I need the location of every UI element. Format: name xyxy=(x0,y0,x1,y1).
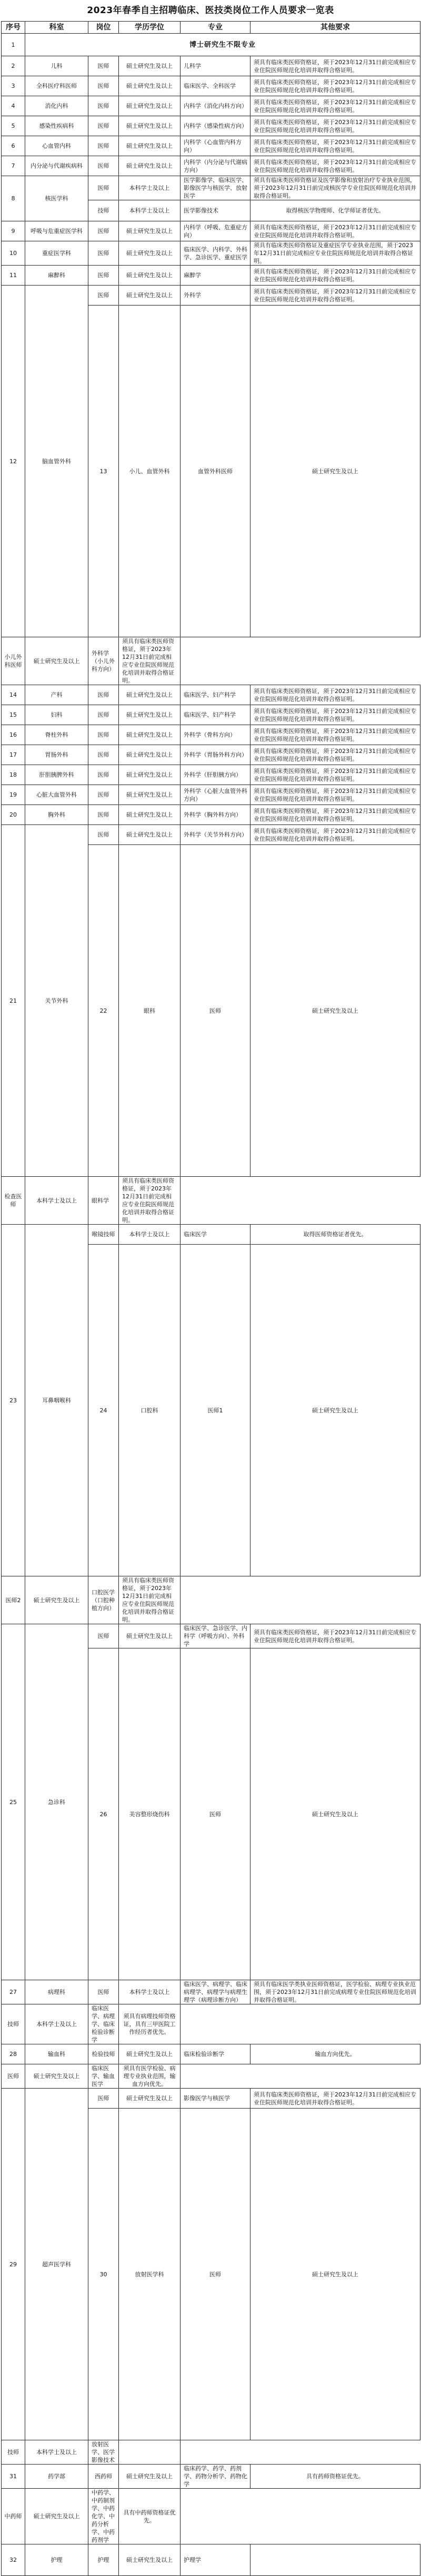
department-cell: 重症医学科 xyxy=(25,241,88,266)
table-row xyxy=(2,156,420,176)
requirement-cell: 须具有医学检验、病理专业执业范围，输血方向优先。 xyxy=(119,2064,181,2089)
major-cell: 放射医学、医学影像技术 xyxy=(88,2440,119,2465)
department-cell: 心血管内科 xyxy=(25,136,88,156)
education-cell: 硕士研究生及以上 xyxy=(250,306,420,637)
major-cell: 医学影像技术 xyxy=(181,200,250,221)
department-cell: 急诊科 xyxy=(25,1624,88,1980)
table-row xyxy=(2,286,420,306)
requirement-cell: 须具有临床类医师资格证及医学影像和放射治疗专业执业范围，须于2023年12月31日前完成核医学专业住院医师规范化培训并取得合格证明。 xyxy=(250,176,420,200)
major-cell: 外科学（肝胆胰方向） xyxy=(181,765,250,785)
requirements-table xyxy=(1,21,420,2576)
position-cell: 医师 xyxy=(88,805,119,825)
education-cell: 硕士研究生及以上 xyxy=(119,241,181,266)
major-cell: 临床医学、急诊医学、内科学（呼吸方向）、外科学 xyxy=(181,1624,250,1648)
education-cell: 硕士研究生及以上 xyxy=(119,116,181,136)
education-cell: 硕士研究生及以上 xyxy=(119,76,181,96)
education-cell: 硕士研究生及以上 xyxy=(119,685,181,705)
education-cell: 硕士研究生及以上 xyxy=(119,266,181,286)
table-row xyxy=(2,241,420,266)
education-cell: 硕士研究生及以上 xyxy=(119,785,181,805)
position-cell: 医师 xyxy=(181,1648,250,1980)
major-cell: 外科学（胃肠外科方向） xyxy=(181,745,250,765)
major-cell: 临床医学、内科学、外科学、急诊医学、重症医学 xyxy=(181,241,250,266)
row-number-cell: 28 xyxy=(2,2044,25,2064)
department-cell: 产科 xyxy=(25,685,88,705)
department-cell: 感染性疾病科 xyxy=(25,116,88,136)
position-cell: 喉镜技师 xyxy=(88,1225,119,1245)
table-row xyxy=(2,2489,420,2544)
department-cell: 胸外科 xyxy=(25,805,88,825)
position-cell: 检查医师 xyxy=(2,1177,25,1225)
table-header-row xyxy=(2,22,420,34)
header-cell: 专业 xyxy=(181,22,250,34)
major-cell: 外科学（小儿外科方向） xyxy=(88,637,119,685)
table-row xyxy=(2,266,420,286)
education-cell: 本科学士及以上 xyxy=(119,200,181,221)
major-cell: 内科学（呼吸、危重症方向） xyxy=(181,221,250,241)
row-number-cell: 31 xyxy=(2,2465,25,2489)
major-cell: 外科学（关节外科方向） xyxy=(181,825,250,845)
education-cell: 本科学士及以上 xyxy=(119,176,181,200)
education-cell: 硕士研究生及以上 xyxy=(250,2109,420,2440)
department-cell: 核医学科 xyxy=(25,176,88,221)
row-number-cell: 3 xyxy=(2,76,25,96)
education-cell: 本科学士及以上 xyxy=(119,1980,181,2004)
position-cell: 检验技师 xyxy=(88,2044,119,2064)
education-cell: 硕士研究生及以上 xyxy=(119,286,181,306)
table-row xyxy=(2,1177,420,1225)
department-cell: 消化内科 xyxy=(25,96,88,116)
table-row xyxy=(2,116,420,136)
major-cell: 中药学、中药制剂学、中药化学、中药分析学、中药药剂学 xyxy=(88,2489,119,2544)
table-row xyxy=(2,705,420,725)
requirement-cell: 须具有临床类医师资格证，须于2023年12月31日前完成相应专业住院医师规范化培训并取得合格证明。 xyxy=(250,765,420,785)
table-row xyxy=(2,1980,420,2004)
table-body xyxy=(2,34,420,2576)
department-cell: 脑血管外科 xyxy=(25,286,88,637)
major-cell: 内科学（感染性病方向） xyxy=(181,116,250,136)
major-cell: 内科学（心血管内科方向） xyxy=(181,136,250,156)
requirement-cell: 须具有临床类医师资格证，须于2023年12月31日前完成相应专业住院医师规范化培训并取得合格证明。 xyxy=(119,637,181,685)
table-row xyxy=(2,2440,420,2465)
major-cell: 内科学（内分泌与代谢病方向） xyxy=(181,156,250,176)
position-cell: 血管外科医师 xyxy=(181,306,250,637)
department-cell: 超声医学科 xyxy=(25,2089,88,2440)
header-cell: 学历学位 xyxy=(119,22,181,34)
table-row xyxy=(2,56,420,76)
requirement-cell: 须具有临床类医师资格证，须于2023年12月31日前完成相应专业住院医师规范化培训并取得合格证明。 xyxy=(250,76,420,96)
education-cell: 硕士研究生及以上 xyxy=(119,2544,181,2576)
row-number-cell: 19 xyxy=(2,785,25,805)
table-row xyxy=(2,1225,420,1245)
education-cell: 硕士研究生及以上 xyxy=(119,2044,181,2064)
requirement-cell: 须具有临床类医师资格证及重症医学专业执业范围，须于2023年12月31日前完成相应专业住院医师规范化培训并取得合格证明。 xyxy=(250,241,420,266)
major-cell: 外科学（胸外科方向） xyxy=(181,805,250,825)
position-cell: 护理 xyxy=(88,2544,119,2576)
row-number-cell: 29 xyxy=(2,2089,25,2440)
major-cell: 临床医学、全科医学 xyxy=(181,76,250,96)
major-cell: 临床医学 xyxy=(181,1225,250,1245)
major-cell: 临床医学、输血医学 xyxy=(88,2064,119,2089)
education-cell: 硕士研究生及以上 xyxy=(25,637,88,685)
table-row xyxy=(2,136,420,156)
education-cell: 硕士研究生及以上 xyxy=(119,56,181,76)
position-cell: 医师 xyxy=(88,56,119,76)
row-number-cell: 8 xyxy=(2,176,25,221)
department-cell: 妇科 xyxy=(25,705,88,725)
row-number-cell: 27 xyxy=(2,1980,25,2004)
requirement-cell: 须具有临床类医师资格证，须于2023年12月31日前完成相应专业住院医师规范化培训并取得合格证明。 xyxy=(250,221,420,241)
department-cell: 口腔科 xyxy=(119,1245,181,1576)
row-number-cell: 12 xyxy=(2,286,25,637)
row-number-cell: 30 xyxy=(88,2109,119,2440)
education-cell: 硕士研究生及以上 xyxy=(119,705,181,725)
education-cell: 硕士研究生及以上 xyxy=(119,765,181,785)
department-cell: 小儿、血管外科 xyxy=(119,306,181,637)
education-cell: 本科学士及以上 xyxy=(25,1177,88,1225)
department-cell: 耳鼻咽喉科 xyxy=(25,1225,88,1576)
major-cell: 临床医学、病理学、临床检验诊断学 xyxy=(88,2004,119,2044)
education-cell: 硕士研究生及以上 xyxy=(119,2089,181,2109)
row-number-cell: 24 xyxy=(88,1245,119,1576)
education-cell: 硕士研究生及以上 xyxy=(119,156,181,176)
education-cell: 本科学士及以上 xyxy=(25,2440,88,2465)
table-row xyxy=(2,2064,420,2089)
table-row xyxy=(2,745,420,765)
education-cell: 硕士研究生及以上 xyxy=(250,1245,420,1576)
position-cell: 医师 xyxy=(88,725,119,745)
position-cell: 医师 xyxy=(88,745,119,765)
position-cell: 医师 xyxy=(88,825,119,845)
position-cell: 医师 xyxy=(181,845,250,1177)
row-number-cell: 15 xyxy=(2,705,25,725)
row-number-cell: 18 xyxy=(2,765,25,785)
requirement-cell: 须具有临床类医师资格证，须于2023年12月31日前完成相应专业住院医师规范化培训并取得合格证明。 xyxy=(250,286,420,306)
requirement-cell: 输血方向优先。 xyxy=(250,2044,420,2064)
table-row xyxy=(2,805,420,825)
education-cell: 硕士研究生及以上 xyxy=(119,136,181,156)
major-cell: 外科学（骨科方向） xyxy=(181,725,250,745)
position-cell: 医师 xyxy=(88,221,119,241)
position-cell: 医师 xyxy=(88,76,119,96)
position-cell: 医师 xyxy=(88,241,119,266)
education-cell: 硕士研究生及以上 xyxy=(119,745,181,765)
department-cell: 关节外科 xyxy=(25,825,88,1177)
position-cell: 医师2 xyxy=(2,1576,25,1624)
header-cell: 科室 xyxy=(25,22,88,34)
department-cell: 脊柱外科 xyxy=(25,725,88,745)
table-row xyxy=(2,2044,420,2064)
requirement-cell: 须具有临床类医师资格证，须于2023年12月31日前完成相应专业住院医师规范化培训并取得合格证明。 xyxy=(250,785,420,805)
table-row xyxy=(2,825,420,845)
row-number-cell: 25 xyxy=(2,1624,25,1980)
position-cell: 技师 xyxy=(2,2004,25,2044)
major-cell: 口腔医学（口腔种植方向） xyxy=(88,1576,119,1624)
department-cell: 输血科 xyxy=(25,2044,88,2064)
row-number-cell: 20 xyxy=(2,805,25,825)
row-number-cell: 1 xyxy=(2,34,25,56)
major-cell: 外科学（心脏大血管外科方向） xyxy=(181,785,250,805)
requirement-cell: 须具有临床类医师资格证，须于2023年12月31日前完成相应专业住院医师规范化培训并取得合格证明。 xyxy=(250,805,420,825)
department-cell: 胃肠外科 xyxy=(25,745,88,765)
requirement-cell: 取得医师资格证者优先。 xyxy=(250,1225,420,1245)
row-number-cell: 9 xyxy=(2,221,25,241)
row-number-cell: 6 xyxy=(2,136,25,156)
row-number-cell: 5 xyxy=(2,116,25,136)
table-row xyxy=(2,1624,420,1648)
major-cell: 影像医学与核医学 xyxy=(181,2089,250,2109)
requirement-cell xyxy=(119,2440,181,2465)
table-row xyxy=(2,76,420,96)
requirement-cell: 须具有临床类医师资格证，须于2023年12月31日前完成相应专业住院医师规范化培训并取得合格证明。 xyxy=(250,96,420,116)
department-cell: 内分泌与代谢疾病科 xyxy=(25,156,88,176)
position-cell: 西药师 xyxy=(88,2465,119,2489)
major-cell: 临床检验诊断学 xyxy=(181,2044,250,2064)
requirement-cell xyxy=(250,2544,420,2576)
requirement-cell: 须具有临床类医师资格证，须于2023年12月31日前完成相应专业住院医师规范化培训并取得合格证明。 xyxy=(250,2089,420,2109)
education-cell: 硕士研究生及以上 xyxy=(119,725,181,745)
requirement-cell: 须具有临床类医师资格证，须于2023年12月31日前完成相应专业住院医师规范化培训并取得合格证明。 xyxy=(250,116,420,136)
row-number-cell: 2 xyxy=(2,56,25,76)
major-cell: 儿科学 xyxy=(181,56,250,76)
table-row xyxy=(2,2544,420,2576)
requirement-cell: 须具有临床类医师资格证，须于2023年12月31日前完成相应专业住院医师规范化培训并取得合格证明。 xyxy=(250,56,420,76)
requirement-cell: 须具有临床类医师资格证，须于2023年12月31日前完成相应专业住院医师规范化培训并取得合格证明。 xyxy=(250,705,420,725)
position-cell: 医师 xyxy=(88,685,119,705)
header-cell: 岗位 xyxy=(88,22,119,34)
phd-cell: 博士研究生不限专业 xyxy=(25,34,420,56)
major-cell: 外科学 xyxy=(181,286,250,306)
requirement-cell: 具有中药师资格证优先。 xyxy=(119,2489,181,2544)
requirement-cell: 须具有临床类医师资格证，须于2023年12月31日前完成相应专业住院医师规范化培训并取得合格证明。 xyxy=(250,745,420,765)
major-cell: 麻醉学 xyxy=(181,266,250,286)
education-cell: 硕士研究生及以上 xyxy=(250,1648,420,1980)
position-cell: 小儿外科医师 xyxy=(2,637,25,685)
position-cell: 医师1 xyxy=(181,1245,250,1576)
education-cell: 硕士研究生及以上 xyxy=(119,825,181,845)
table-row xyxy=(2,725,420,745)
row-number-cell: 23 xyxy=(2,1225,25,1576)
department-cell: 全科医疗科医师 xyxy=(25,76,88,96)
table-row xyxy=(2,637,420,685)
position-cell: 技师 xyxy=(2,2440,25,2465)
position-cell: 医师 xyxy=(88,286,119,306)
document-title: 2023年春季自主招聘临床、医技类岗位工作人员要求一览表 xyxy=(87,5,334,16)
table-row xyxy=(2,221,420,241)
department-cell: 放射医学科 xyxy=(119,2109,181,2440)
education-cell: 硕士研究生及以上 xyxy=(119,96,181,116)
table-row xyxy=(2,96,420,116)
position-cell: 医师 xyxy=(181,2109,250,2440)
position-cell: 医师 xyxy=(88,96,119,116)
education-cell: 硕士研究生及以上 xyxy=(25,2489,88,2544)
major-cell: 护理学 xyxy=(181,2544,250,2576)
row-number-cell: 14 xyxy=(2,685,25,705)
position-cell: 医师 xyxy=(88,266,119,286)
position-cell: 医师 xyxy=(88,765,119,785)
table-row xyxy=(2,2004,420,2044)
table-row xyxy=(2,2465,420,2489)
major-cell: 临床药学、药学、药剂学、药物分析学、药物化学 xyxy=(181,2465,250,2489)
department-cell: 病理科 xyxy=(25,1980,88,2004)
position-cell: 医师 xyxy=(88,176,119,200)
header-cell: 序号 xyxy=(2,22,25,34)
requirement-cell: 须具有临床类医师资格证，须于2023年12月31日前完成相应专业住院医师规范化培训并取得合格证明。 xyxy=(250,725,420,745)
requirement-cell: 须具有临床类医师资格证，须于2023年12月31日前完成相应专业住院医师规范化培训并取得合格证明。 xyxy=(250,825,420,845)
requirement-cell: 须具有临床类医师资格证，须于2023年12月31日前完成相应专业住院医师规范化培训并取得合格证明。 xyxy=(250,1624,420,1648)
table-row xyxy=(2,685,420,705)
major-cell: 眼科学 xyxy=(88,1177,119,1225)
major-cell: 临床医学、妇产科学 xyxy=(181,685,250,705)
major-cell: 医学影像学、临床医学、影像医学与核医学、放射医学 xyxy=(181,176,250,200)
requirement-cell: 须具有临床类医师资格证，须于2023年12月31日前完成相应专业住院医师规范化培训并取得合格证明。 xyxy=(119,1177,181,1225)
row-number-cell: 32 xyxy=(2,2544,25,2576)
requirement-cell: 须具有临床类医师资格证，须于2023年12月31日前完成相应专业住院医师规范化培训并取得合格证明。 xyxy=(119,1576,181,1624)
position-cell: 技师 xyxy=(88,200,119,221)
row-number-cell: 22 xyxy=(88,845,119,1177)
table-row xyxy=(2,34,420,56)
position-cell: 医师 xyxy=(88,116,119,136)
requirement-cell: 须具有临床医学类执业医师资格证，医学检验、病理专业执业范围，须于2023年12月31日前完成病理专业住院医师规范化培训并取得合格证明。 xyxy=(250,1980,420,2004)
requirement-cell: 须具有临床类医师资格证，须于2023年12月31日前完成相应专业住院医师规范化培训并取得合格证明。 xyxy=(250,685,420,705)
education-cell: 硕士研究生及以上 xyxy=(25,1576,88,1624)
requirement-cell: 取得核医学物理师、化学师证者优先。 xyxy=(250,200,420,221)
requirement-cell: 须具有病理技师资格证，具有三甲医院工作经历者优先。 xyxy=(119,2004,181,2044)
department-cell: 眼科 xyxy=(119,845,181,1177)
department-cell: 药学部 xyxy=(25,2465,88,2489)
major-cell: 临床医学、妇产科学 xyxy=(181,705,250,725)
row-number-cell: 17 xyxy=(2,745,25,765)
education-cell: 硕士研究生及以上 xyxy=(119,1624,181,1648)
position-cell: 医师 xyxy=(88,785,119,805)
department-cell: 心脏大血管外科 xyxy=(25,785,88,805)
requirement-cell: 须具有临床类医师资格证，须于2023年12月31日前完成相应专业住院医师规范化培训并取得合格证明。 xyxy=(250,266,420,286)
table-row xyxy=(2,2089,420,2109)
department-cell: 儿科 xyxy=(25,56,88,76)
row-number-cell: 16 xyxy=(2,725,25,745)
position-cell: 医师 xyxy=(2,2064,25,2089)
department-cell: 护理 xyxy=(25,2544,88,2576)
position-cell: 医师 xyxy=(88,1624,119,1648)
department-cell: 肝胆胰脾外科 xyxy=(25,765,88,785)
row-number-cell: 4 xyxy=(2,96,25,116)
position-cell: 医师 xyxy=(88,2089,119,2109)
position-cell: 中药师 xyxy=(2,2489,25,2544)
header-cell: 其他要求 xyxy=(250,22,420,34)
row-number-cell: 10 xyxy=(2,241,25,266)
department-cell: 美容整形烧伤科 xyxy=(119,1648,181,1980)
requirement-cell: 须具有临床类医师资格证，须于2023年12月31日前完成相应专业住院医师规范化培训并取得合格证明。 xyxy=(250,156,420,176)
education-cell: 硕士研究生及以上 xyxy=(119,221,181,241)
education-cell: 硕士研究生及以上 xyxy=(119,805,181,825)
row-number-cell: 11 xyxy=(2,266,25,286)
education-cell: 硕士研究生及以上 xyxy=(119,2465,181,2489)
row-number-cell: 26 xyxy=(88,1648,119,1980)
requirement-cell: 须具有临床类医师资格证，须于2023年12月31日前完成相应专业住院医师规范化培训并取得合格证明。 xyxy=(250,136,420,156)
position-cell: 医师 xyxy=(88,156,119,176)
education-cell: 硕士研究生及以上 xyxy=(250,845,420,1177)
table-row xyxy=(2,176,420,200)
table-row xyxy=(2,785,420,805)
row-number-cell: 21 xyxy=(2,825,25,1177)
department-cell: 呼吸与危重症医学科 xyxy=(25,221,88,241)
department-cell: 麻醉科 xyxy=(25,266,88,286)
education-cell: 硕士研究生及以上 xyxy=(25,2064,88,2089)
position-cell: 医师 xyxy=(88,1980,119,2004)
education-cell: 本科学士及以上 xyxy=(119,1225,181,1245)
education-cell: 本科学士及以上 xyxy=(25,2004,88,2044)
requirement-cell: 具有药师资格证优先。 xyxy=(250,2465,420,2489)
table-row xyxy=(2,1576,420,1624)
major-cell: 内科学（消化内科方向） xyxy=(181,96,250,116)
row-number-cell: 7 xyxy=(2,156,25,176)
row-number-cell: 13 xyxy=(88,306,119,637)
position-cell: 医师 xyxy=(88,705,119,725)
table-row xyxy=(2,765,420,785)
position-cell: 医师 xyxy=(88,136,119,156)
major-cell: 临床医学、病理学、临床病理学、病理学与病理生理学（病理诊断方向） xyxy=(181,1980,250,2004)
